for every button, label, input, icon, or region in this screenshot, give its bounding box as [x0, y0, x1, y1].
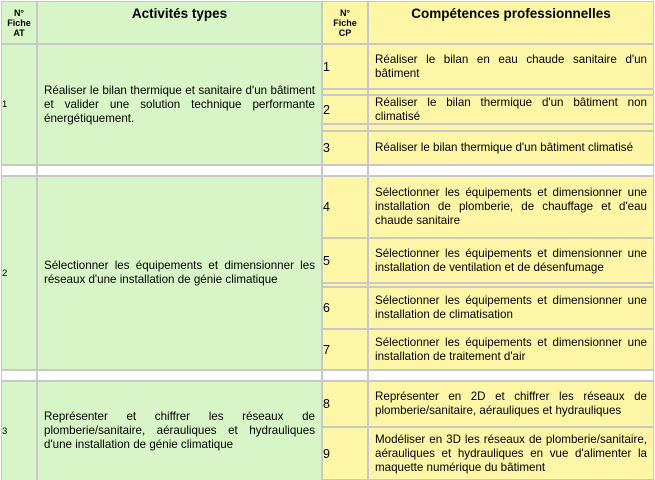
competence-number-text: 4 [323, 200, 330, 214]
header-competences-label: Compétences professionnelles [411, 6, 611, 21]
header-fiche-at-line-1: N° [13, 7, 25, 18]
competence-number-text: 7 [323, 342, 330, 357]
competence-number-text: 5 [323, 253, 330, 268]
competence-label [368, 238, 654, 283]
activity-label-text: Représenter et chiffrer les réseaux de plomberie/sanitaire, aérauliques et hydrauliques d'une installation de génie climatique [44, 410, 315, 451]
competence-label [368, 44, 654, 89]
activity-number-text: 2 [2, 267, 8, 279]
competence-label-text: Réaliser le bilan thermique d'un bâtiment climatisé [375, 141, 634, 154]
separator-cell [368, 370, 654, 381]
separator-cell [322, 370, 368, 381]
competence-label [368, 287, 654, 329]
activity-number [1, 176, 37, 370]
competence-number-text: 3 [323, 141, 330, 155]
competence-label [368, 329, 654, 370]
competence-number [322, 381, 368, 427]
competence-number-text: 1 [323, 59, 330, 74]
spacer-cell [322, 124, 368, 131]
competence-number [322, 95, 368, 124]
competence-number [322, 238, 368, 283]
activity-number [1, 44, 37, 165]
competence-number-text: 2 [323, 102, 330, 117]
competence-label [368, 131, 654, 165]
activity-number-text: 1 [2, 99, 8, 110]
separator-cell [322, 165, 368, 176]
separator-cell [1, 370, 37, 381]
competence-label-text: Modéliser en 3D les réseaux de plomberie/sanitaire, aérauliques et hydrauliques en vue d'alimenter la maquette numérique du bâtiment [375, 432, 647, 474]
separator-cell [37, 165, 322, 176]
spacer-cell [368, 124, 654, 131]
activity-number-text: 3 [2, 425, 8, 437]
separator-cell [1, 165, 37, 176]
competence-number [322, 329, 368, 370]
competence-label [368, 95, 654, 124]
competence-number [322, 44, 368, 89]
competence-number-text: 6 [323, 301, 330, 315]
competence-label-text: Sélectionner les équipements et dimensionner une installation de climatisation [375, 294, 647, 321]
competence-number [322, 287, 368, 329]
activity-label [37, 381, 322, 480]
separator-cell [368, 165, 654, 176]
competence-label-text: Sélectionner les équipements et dimensionner une installation de ventilation et de désenfumage [375, 246, 647, 274]
activity-label [37, 176, 322, 370]
competence-number [322, 176, 368, 238]
header-fiche-at [1, 1, 37, 44]
competence-number [322, 131, 368, 165]
header-activites-types [37, 1, 322, 44]
competence-number [322, 427, 368, 480]
separator-cell [37, 370, 322, 381]
competence-label-text: Sélectionner les équipements et dimensionner une installation de traitement d'air [375, 335, 647, 363]
activity-label-text: Sélectionner les équipements et dimensionner les réseaux d'une installation de génie climatique [44, 259, 315, 286]
header-activites-label: Activités types [131, 6, 228, 21]
header-fiche-cp-line-1: N° [339, 7, 351, 18]
competence-label-text: Sélectionner les équipements et dimensionner une installation de plomberie, de chauffage et d'eau chaude sanitaire [375, 186, 647, 227]
header-fiche-at-line-2: Fiche [7, 17, 31, 28]
header-fiche-at-line-3: AT [13, 27, 25, 38]
competence-number-text: 9 [323, 446, 330, 461]
competence-label-text: Réaliser le bilan thermique d'un bâtiment non climatisé [375, 95, 647, 123]
header-fiche-cp-line-3: CP [338, 27, 352, 38]
header-fiche-cp-line-2: Fiche [333, 17, 357, 28]
header-fiche-cp [322, 1, 368, 44]
competence-label [368, 176, 654, 238]
competence-label [368, 427, 654, 480]
competence-label-text: Réaliser le bilan en eau chaude sanitaire d'un bâtiment [375, 52, 647, 80]
activity-number [1, 381, 37, 480]
activity-label-text: Réaliser le bilan thermique et sanitaire d'un bâtiment et valider une solution technique performante énergétiquement. [44, 83, 315, 125]
activity-label [37, 44, 322, 165]
competence-label [368, 381, 654, 427]
competence-number-text: 8 [323, 397, 330, 411]
header-competences [368, 1, 654, 44]
competence-label-text: Représenter en 2D et chiffrer les réseaux de plomberie/sanitaire, aérauliques et hydrauliques [375, 390, 647, 417]
